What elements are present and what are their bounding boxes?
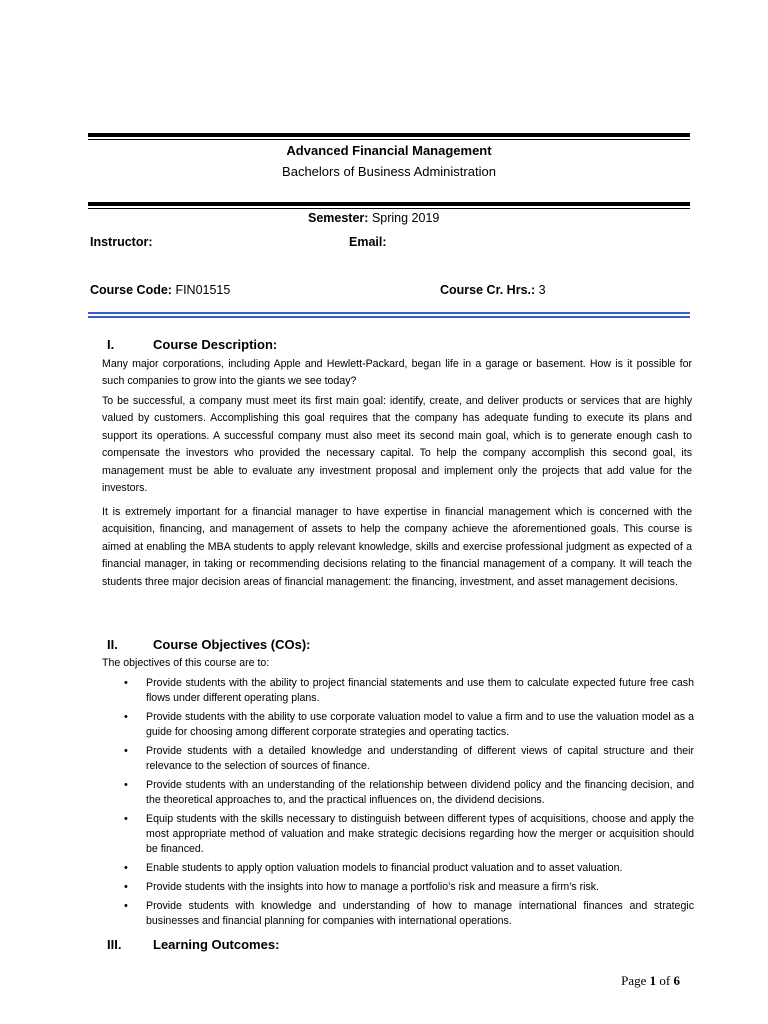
section-number: II. bbox=[107, 637, 118, 652]
section-title: Course Description: bbox=[153, 337, 278, 352]
description-paragraph-3: It is extremely important for a financial manager to have expertise in financial management which is concerned with the acquisition, financing, and management of assets to help the company achieve the aforementioned goals. This course is aimed at enabling the MBA students to apply relevant knowledge, skills and exercise professional judgment as expected of a financial manager, in taking or recommending decisions relating to the financial management of a company. It will teach the students three major decision areas of financial management: the financing, investment, and asset management decisions. bbox=[102, 506, 692, 588]
description-paragraph-1: Many major corporations, including Apple and Hewlett-Packard, began life in a garage or basement. How is it possible for such companies to grow into the giants we see today? bbox=[102, 358, 692, 388]
section-heading-description bbox=[107, 337, 277, 352]
of-word: of bbox=[659, 973, 671, 988]
section-heading-objectives bbox=[107, 637, 311, 652]
objectives-intro: The objectives of this course are to: bbox=[102, 657, 270, 669]
page-current: 1 bbox=[649, 973, 657, 988]
bullet-icon: • bbox=[124, 813, 128, 825]
bullet-icon: • bbox=[124, 711, 128, 723]
page-number-footer bbox=[621, 973, 680, 989]
bullet-icon: • bbox=[124, 900, 128, 912]
email-field bbox=[349, 235, 387, 249]
page-word: Page bbox=[621, 973, 647, 988]
page-total: 6 bbox=[673, 973, 680, 988]
list-item bbox=[102, 676, 694, 706]
program-name: Bachelors of Business Administration bbox=[282, 164, 496, 179]
list-item-text: Provide students with the insights into how to manage a portfolio’s risk and measure a firm’s risk. bbox=[146, 881, 600, 893]
list-item bbox=[102, 744, 694, 774]
top-double-rule bbox=[88, 133, 690, 140]
email-label: Email: bbox=[349, 235, 387, 249]
list-item bbox=[102, 812, 694, 857]
credit-hours-field bbox=[440, 283, 546, 297]
bullet-icon: • bbox=[124, 779, 128, 791]
course-code-value: FIN01515 bbox=[175, 283, 231, 297]
list-item-text: Enable students to apply option valuation models to financial product valuation and to asset valuation. bbox=[146, 862, 623, 874]
section-title: Course Objectives (COs): bbox=[153, 637, 311, 652]
list-item bbox=[102, 778, 694, 808]
list-item-text: Provide students with the ability to project financial statements and use them to calculate expected future free cash flows under different operating plans. bbox=[146, 677, 694, 704]
list-item-text: Provide students with the ability to use corporate valuation model to value a firm and to use the valuation model as a guide for choosing among different corporate strategies and operating tactics. bbox=[146, 711, 694, 738]
list-item bbox=[102, 861, 694, 876]
course-code-label: Course Code: bbox=[90, 283, 172, 297]
bullet-icon: • bbox=[124, 881, 128, 893]
blue-double-rule bbox=[88, 312, 690, 318]
list-item bbox=[102, 880, 694, 895]
bullet-icon: • bbox=[124, 745, 128, 757]
list-item-text: Provide students with an understanding of the relationship between dividend policy and the financing decision, and the theoretical approaches to, and the practical influences on, the dividend decisions. bbox=[146, 779, 694, 806]
section-title: Learning Outcomes: bbox=[153, 937, 280, 952]
list-item-text: Provide students with a detailed knowledge and understanding of different views of capital structure and their relevance to the selection of sources of finance. bbox=[146, 745, 694, 772]
section-heading-outcomes bbox=[107, 937, 279, 952]
list-item bbox=[102, 710, 694, 740]
bullet-icon: • bbox=[124, 862, 128, 874]
credit-hours-label: Course Cr. Hrs.: bbox=[440, 283, 536, 297]
instructor-label: Instructor: bbox=[90, 235, 153, 249]
header-bottom-rule bbox=[88, 202, 690, 209]
course-title: Advanced Financial Management bbox=[286, 143, 492, 158]
credit-hours-value: 3 bbox=[538, 283, 546, 297]
section-number: I. bbox=[107, 337, 115, 352]
objectives-list bbox=[102, 676, 694, 933]
list-item bbox=[102, 899, 694, 929]
description-paragraph-2: To be successful, a company must meet its first main goal: identify, create, and deliver products or services that are highly valued by customers. Accomplishing this goal requires that the company has adequate funding to execute its plans and support its operations. A successful company must also meet its second main goal, which is to generate enough cash to compensate the investors who provided the necessary capital. To help the company accomplish this second goal, its management must be able to evaluate any investment proposal and implement only the projects that add value for the investors. bbox=[102, 395, 692, 495]
instructor-field bbox=[90, 235, 153, 249]
semester-value: Spring 2019 bbox=[371, 211, 440, 225]
course-code-field bbox=[90, 283, 230, 297]
bullet-icon: • bbox=[124, 677, 128, 689]
list-item-text: Equip students with the skills necessary to distinguish between different types of acquisitions, choose and apply the most appropriate method of valuation and make strategic decisions regarding how the merger or acquisition should be financed. bbox=[146, 813, 694, 855]
section-number: III. bbox=[107, 937, 122, 952]
semester-field bbox=[308, 211, 439, 225]
list-item-text: Provide students with knowledge and understanding of how to manage international finances and strategic businesses and financial planning for companies with international operations. bbox=[146, 900, 694, 927]
semester-label: Semester: bbox=[308, 211, 369, 225]
